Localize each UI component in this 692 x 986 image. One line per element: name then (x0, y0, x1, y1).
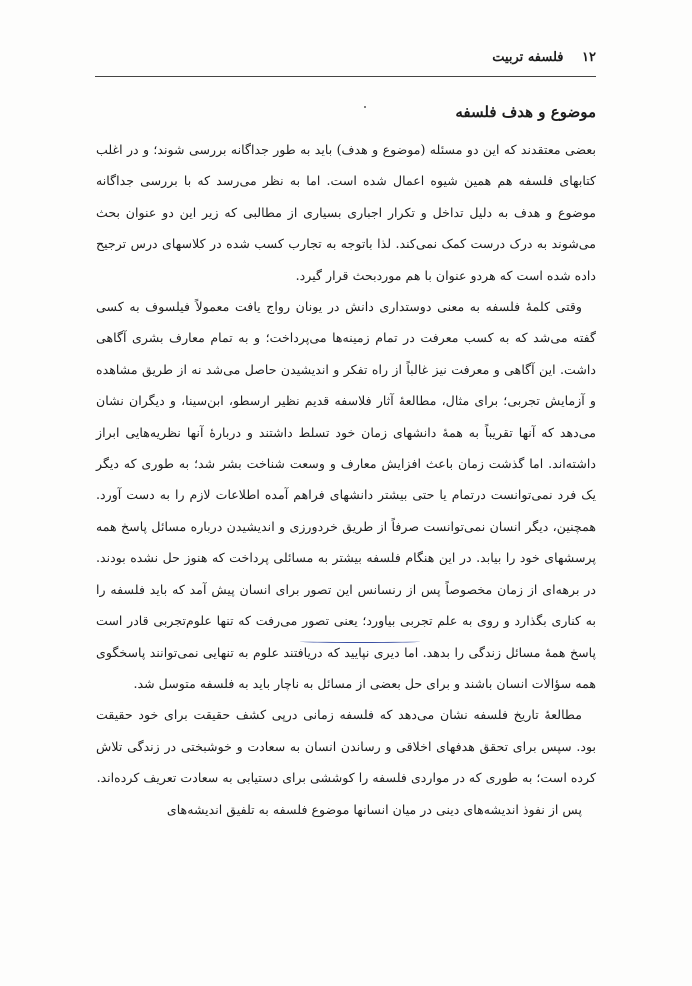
header-divider (95, 76, 596, 77)
paragraph: پس از نفوذ اندیشه‌های دینی در میان انسانها موضوع فلسفه به تلفیق اندیشه‌های (166, 801, 582, 817)
book-title: فلسفه تربیت (492, 50, 564, 65)
body-text (96, 134, 596, 825)
paragraph: مطالعهٔ تاریخ فلسفه نشان می‌دهد که فلسفه زمانی درپی کشف حقیقت برای خود حقیقت بود. سپس برای تحقق هدفهای اخلاقی و رساندن انسان به سعادت و خوشبختی در زندگی تلاش کرده است؛ به طوری که در مواردی فلسفه را کوششی برای دستیابی به سعادت تعریف کرده‌اند. (96, 707, 596, 786)
paragraph: وقتی کلمهٔ فلسفه به معنی دوستداری دانش در یونان رواج یافت معمولاً فیلسوف به کسی گفته می‌شد که به کسب معرفت در تمام زمینه‌ها می‌پرداخت؛ و به تمام معارف بشری آگاهی داشت. این آگاهی و معرفت نیز غالباً از راه تفکر و اندیشیدن حاصل می‌شد نه از طریق مشاهده و آزمایش تجربی؛ برای مثال، مطالعهٔ آثار فلاسفه قدیم نظیر ارسطو، ابن‌سینا، و دیگران نشان می‌دهد که آنها تقریباً به همهٔ دانشهای زمان خود تسلط داشتند و دربارهٔ آنها نظریه‌هایی ابراز داشته‌اند. اما گذشت زمان باعث افزایش معارف و وسعت شناخت بشر شد؛ به طوری که دیگر یک فرد نمی‌توانست درتمام یا حتی بیشتر دانشهای فراهم آمده اطلاعات لازم را به دست آورد. همچنین، دیگر انسان نمی‌توانست صرفاً از طریق خردورزی و اندیشیدن درباره مسائل پاسخ همه پرسشهای خود را بیابد. در این هنگام فلسفه بیشتر به مسائلی پرداخت که هنوز حل نشده بودند. در برهه‌ای از زمان مخصوصاً پس از رنسانس این تصور برای انسان پیش آمد که باید فلسفه را به کناری بگذارد و روی به علم تجربی بیاورد؛ یعنی تصور می‌رفت که تنها علوم‌تجربی قادر است پاسخ همهٔ مسائل زندگی را بدهد. اما دیری نپایید که دریافتند علوم به تنهایی نمی‌توانند پاسخگوی همه سؤالات انسان باشند و برای حل بعضی از مسائل به ناچار باید به فلسفه متوسل شد. (96, 299, 596, 691)
handwritten-underline (300, 640, 420, 643)
page-number: ۱۲ (582, 50, 596, 65)
section-title: موضوع و هدف فلسفه (455, 103, 596, 121)
running-header (60, 50, 596, 74)
paragraph: بعضی معتقدند که این دو مسئله (موضوع و هدف) باید به طور جداگانه بررسی شوند؛ و در اغلب کتابهای فلسفه هم همین شیوه اعمال شده است. اما به نظر می‌رسد که با بررسی جداگانه موضوع و هدف به دلیل تداخل و تکرار اجباری بسیاری از مطالبی که زیر این دو عنوان بحث می‌شوند به درک درست کمک نمی‌کند. لذا باتوجه به تجارب کسب شده در کلاسهای درس ترجیح داده شده است که هردو عنوان با هم موردبحث قرار گیرد. (96, 142, 596, 283)
